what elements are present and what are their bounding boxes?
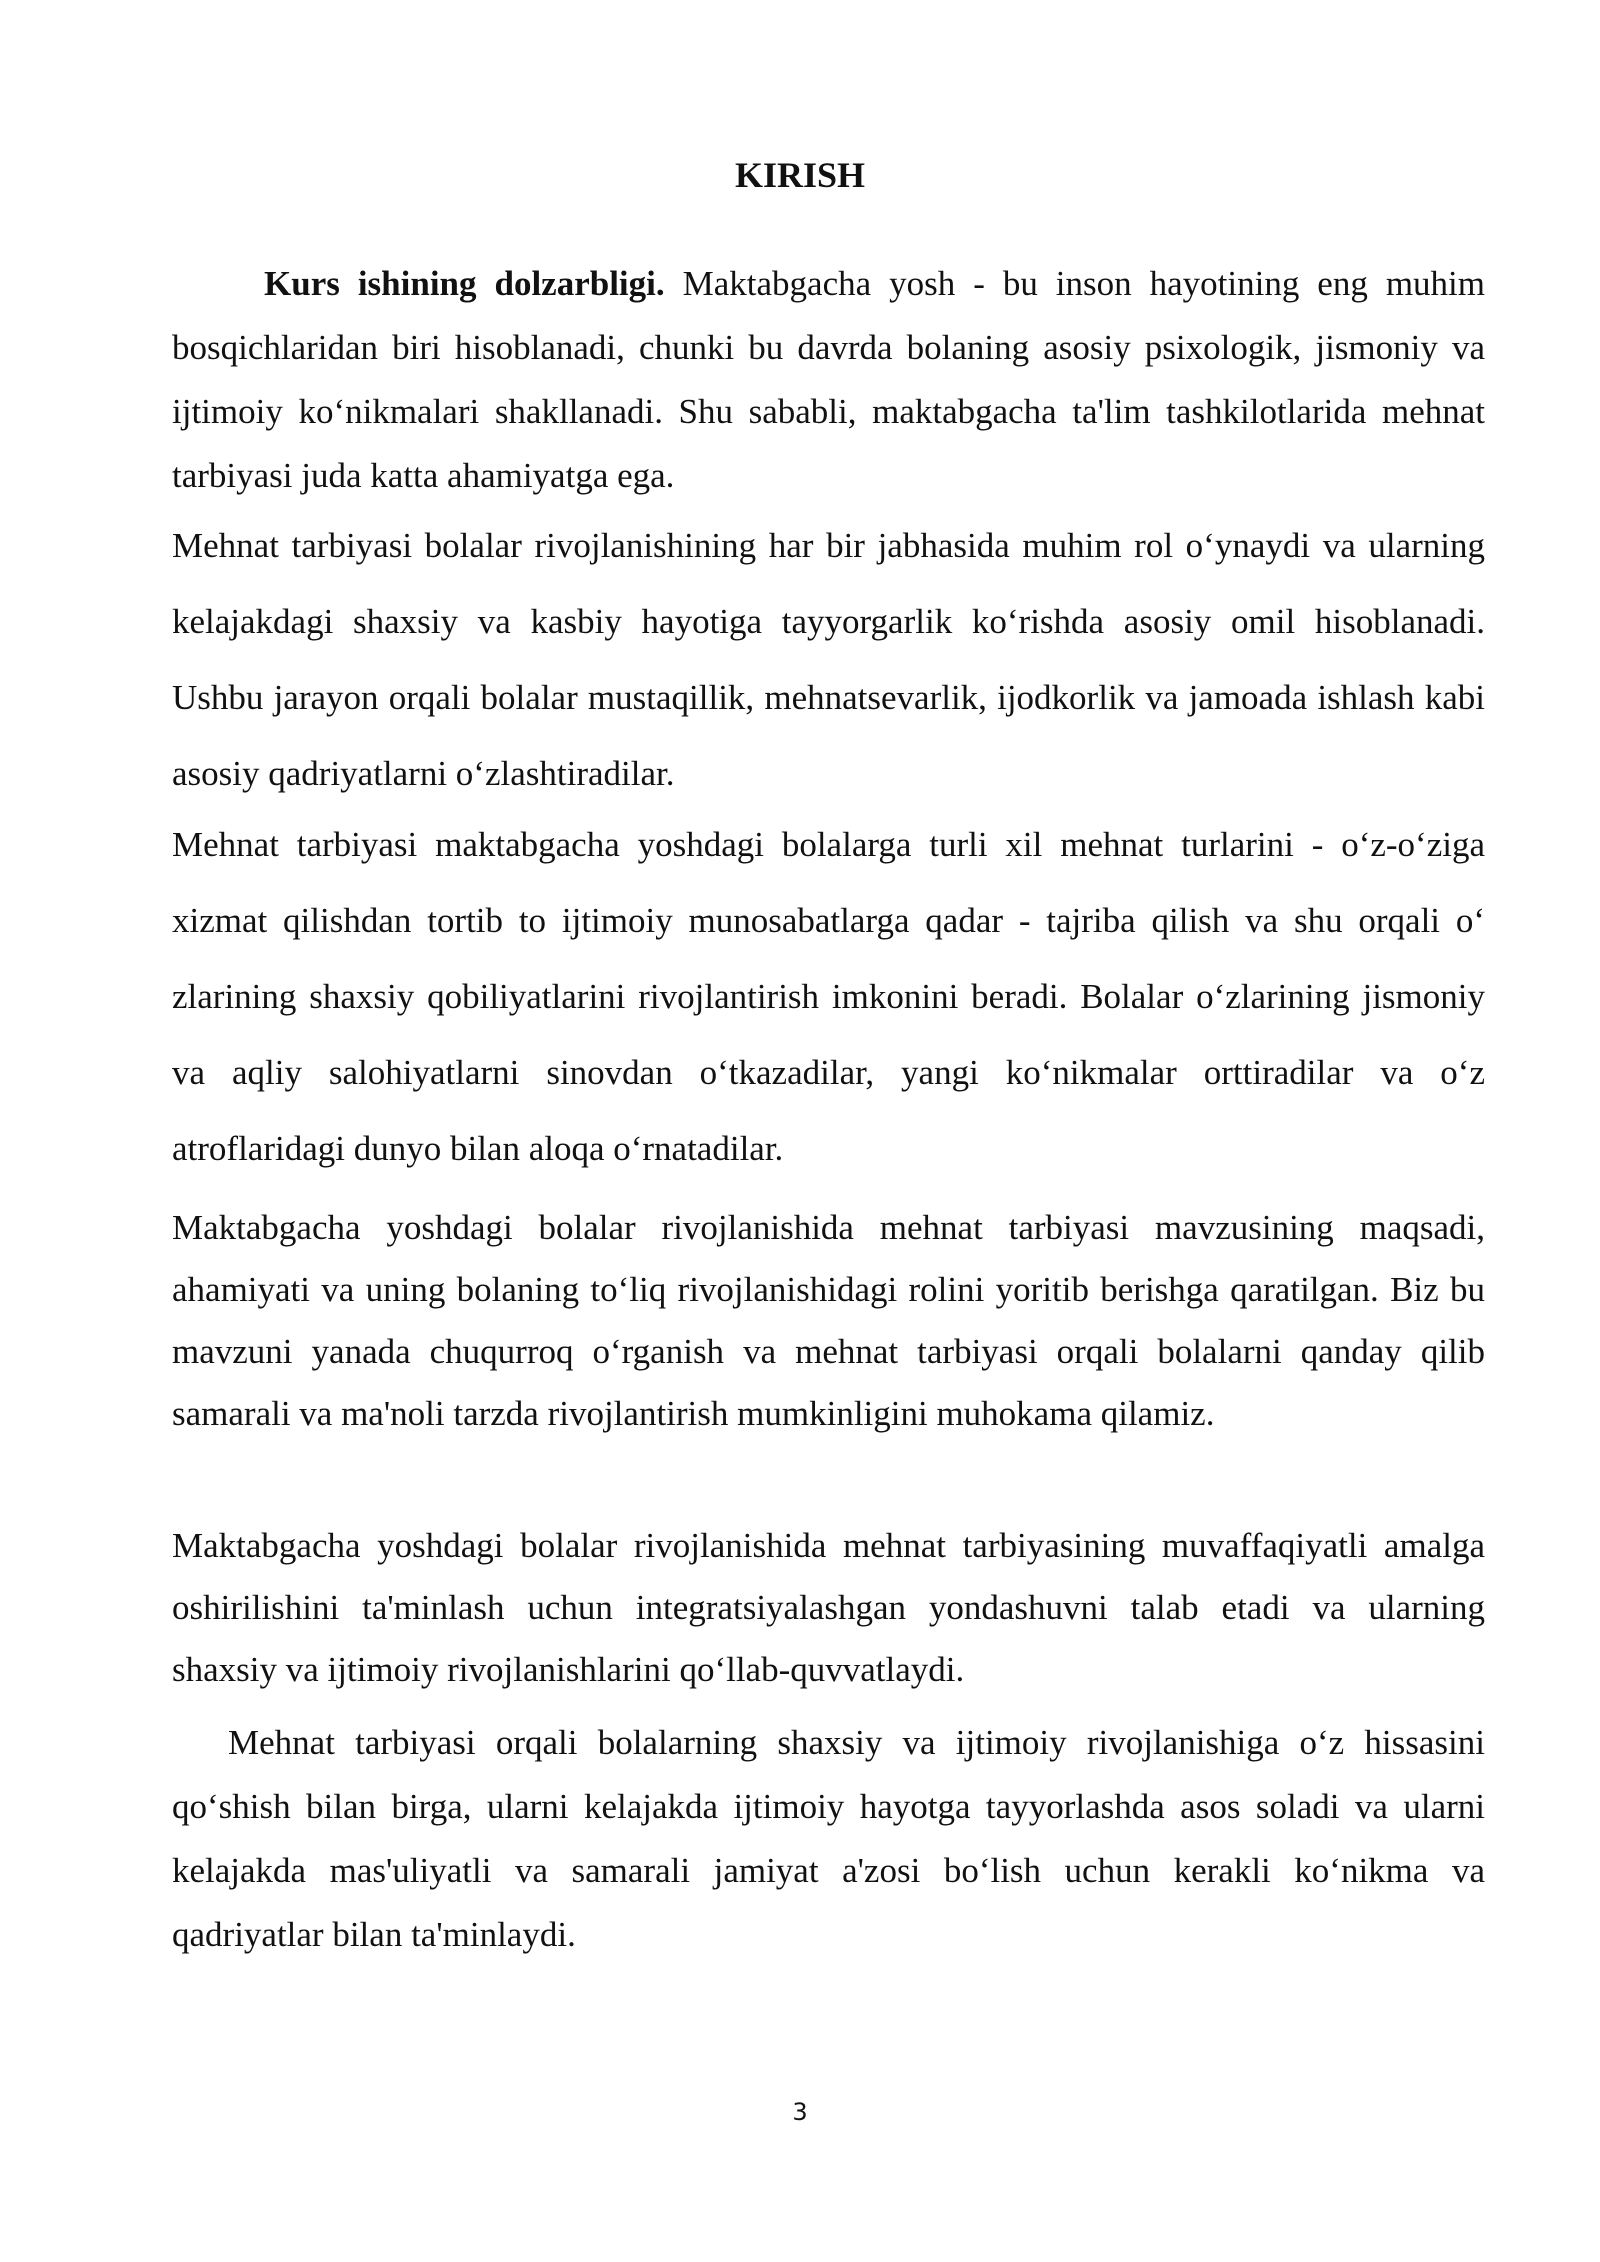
paragraph-text: Maktabgacha yosh - bu inson hayotining eng muhim bosqichlaridan biri hisoblanadi, chunki bu davrda bolaning asosiy psixologik, jismoniy va ijtimoiy koʻnikmalari shakllanadi. Shu sababli, maktabgacha ta'lim tashkilotlarida mehnat tarbiyasi juda katta ahamiyatga ega. bbox=[172, 264, 1485, 495]
paragraph-3: Mehnat tarbiyasi maktabgacha yoshdagi bolalarga turli xil mehnat turlarini - oʻz-oʻziga xizmat qilishdan tortib to ijtimoiy munosabatlarga qadar - tajriba qilish va shu orqali oʻ zlarining shaxsiy qobiliyatlarini rivojlantirish imkonini beradi. Bolalar oʻzlarining jismoniy va aqliy salohiyatlarni sinovdan oʻtkazadilar, yangi koʻnikmalar orttiradilar va oʻz atroflaridagi dunyo bilan aloqa oʻrnatadilar. bbox=[172, 825, 1485, 1168]
paragraph-5: Maktabgacha yoshdagi bolalar rivojlanishida mehnat tarbiyasining muvaffaqiyatli amalga oshirilishini ta'minlash uchun integratsiyalashgan yondashuvni talab etadi va ularning shaxsiy va ijtimoiy rivojlanishlarini qoʻllab-quvvatlaydi. bbox=[172, 1526, 1485, 1689]
paragraph-6: Mehnat tarbiyasi orqali bolalarning shaxsiy va ijtimoiy rivojlanishiga oʻz hissasini qoʻshish bilan birga, ularni kelajakda ijtimoiy hayotga tayyorlashda asos soladi va ularni kelajakda mas'uliyatli va samarali jamiyat a'zosi boʻlish uchun kerakli koʻnikma va qadriyatlar bilan ta'minlaydi. bbox=[172, 1723, 1485, 1954]
page-number: 3 bbox=[792, 2098, 808, 2126]
paragraph-1 bbox=[172, 252, 1485, 508]
page-title: KIRISH bbox=[734, 155, 866, 195]
paragraph-2: Mehnat tarbiyasi bolalar rivojlanishining har bir jabhasida muhim rol oʻynaydi va ularning kelajakdagi shaxsiy va kasbiy hayotiga tayyorgarlik koʻrishda asosiy omil hisoblanadi. Ushbu jarayon orqali bolalar mustaqillik, mehnatsevarlik, ijodkorlik va jamoada ishlash kabi asosiy qadriyatlarni oʻzlashtiradilar. bbox=[172, 526, 1485, 793]
paragraph-lead: Kurs ishining dolzarbligi. bbox=[264, 264, 665, 303]
paragraph-4: Maktabgacha yoshdagi bolalar rivojlanishida mehnat tarbiyasi mavzusining maqsadi, ahamiyati va uning bolaning toʻliq rivojlanishidagi rolini yoritib berishga qaratilgan. Biz bu mavzuni yanada chuqurroq oʻrganish va mehnat tarbiyasi orqali bolalarni qanday qilib samarali va ma'noli tarzda rivojlantirish mumkinligini muhokama qilamiz. bbox=[172, 1208, 1485, 1433]
